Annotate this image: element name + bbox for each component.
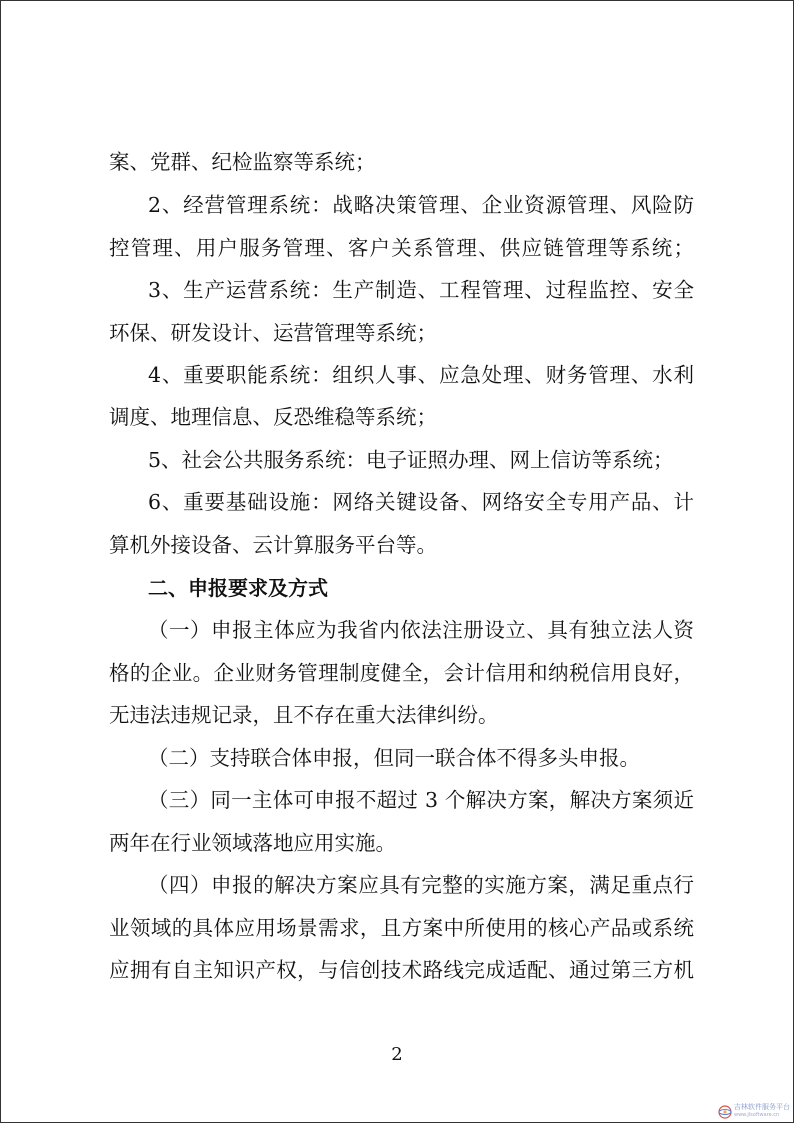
body-line: 6、重要基础设施：网络关键设备、网络安全专用产品、计: [148, 490, 694, 514]
body-line: 算机外接设备、云计算服务平台等。: [109, 533, 437, 557]
body-line: 2、经营管理系统：战略决策管理、企业资源管理、风险防: [148, 193, 694, 217]
watermark-subtitle: www.jlsoftware.cn: [734, 1112, 780, 1118]
site-watermark: [718, 1103, 790, 1121]
body-line: 4、重要职能系统：组织人事、应急处理、财务管理、水利: [148, 363, 694, 387]
globe-logo-icon: [718, 1105, 732, 1119]
body-line: 控管理、用户服务管理、客户关系管理、供应链管理等系统；: [109, 236, 694, 260]
body-line: （四）申报的解决方案应具有完整的实施方案，满足重点行: [148, 873, 694, 897]
body-line: 5、社会公共服务系统：电子证照办理、网上信访等系统；: [148, 448, 674, 472]
body-line: 应拥有自主知识产权，与信创技术路线完成适配、通过第三方机: [109, 958, 694, 982]
body-line: 环保、研发设计、运营管理等系统；: [109, 321, 437, 345]
body-line: 案、党群、纪检监察等系统；: [109, 150, 376, 174]
body-line: 格的企业。企业财务管理制度健全，会计信用和纳税信用良好，: [109, 661, 694, 685]
body-line: 调度、地理信息、反恐维稳等系统；: [109, 405, 437, 429]
body-line: （二）支持联合体申报，但同一联合体不得多头申报。: [148, 746, 640, 770]
body-line: （三）同一主体可申报不超过 3 个解决方案，解决方案须近: [148, 788, 694, 812]
watermark-title: 吉林软件服务平台: [734, 1103, 790, 1111]
section-heading: 二、申报要求及方式: [148, 576, 328, 600]
body-line: 两年在行业领域落地应用实施。: [109, 831, 396, 855]
body-line: 3、生产运营系统：生产制造、工程管理、过程监控、安全: [148, 278, 694, 302]
page-number: 2: [391, 1044, 403, 1065]
body-line: 无违法违规记录，且不存在重大法律纠纷。: [109, 703, 499, 727]
body-line: （一）申报主体应为我省内依法注册设立、具有独立法人资: [148, 618, 694, 642]
body-line: 业领域的具体应用场景需求，且方案中所使用的核心产品或系统: [109, 916, 694, 940]
